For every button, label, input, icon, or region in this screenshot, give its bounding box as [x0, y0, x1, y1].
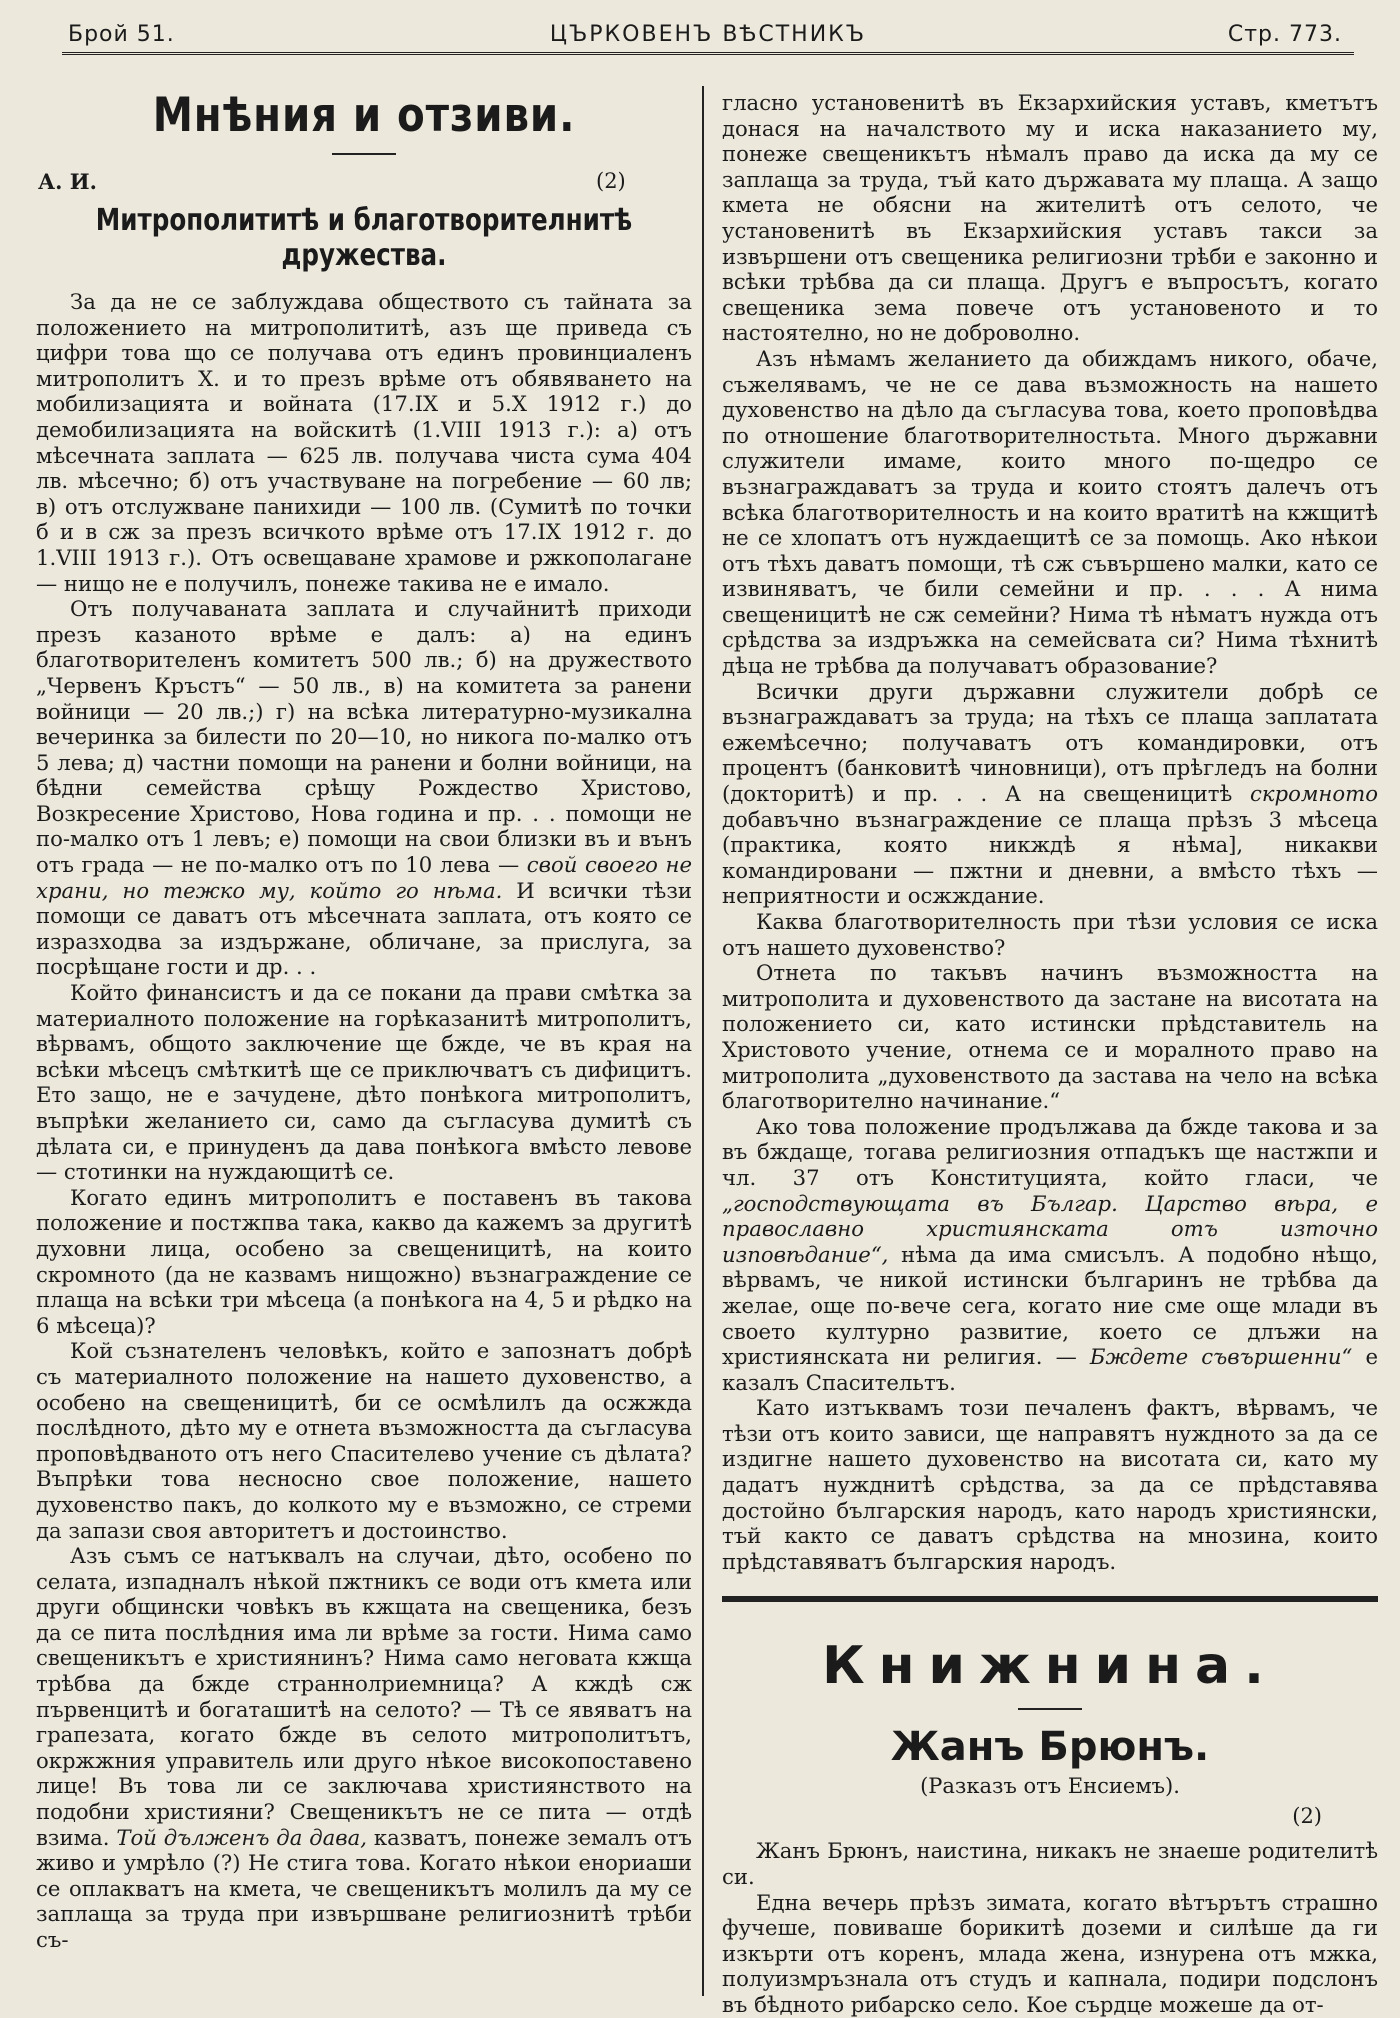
article-paragraph: За да не се заблуждава обществото съ тайната за положението на митрополититѣ, азъ ще приведа съ цифри това що се получава отъ единъ провинциаленъ митрополитъ Х. и то презъ врѣме отъ обявяването на мобилизацията и войната (17.IX и 5.X 1912 г.) до демобилизацията на войскитѣ (1.VIII 1913 г.): а) отъ мѣсечната заплата — 625 лв. получава чиста сума 404 лв. мѣсечно; б) отъ участвуване на погребение — 60 лв; в) отъ отслужване панихиди — 100 лв. (Сумитѣ по точки б и в сж за презъ всичкото врѣме отъ 17.IX 1912 г. до 1.VIII 1913 г.). Отъ освещаване храмове и ржкополагане — нищо не е получилъ, понеже такива не е имало.: [36, 289, 692, 596]
article-paragraph: Азъ нѣмамъ желанието да обиждамъ никого, обаче, съжелявамъ, че не се дава възможность на нашето духовенство на дѣло да съгласува това, което проповѣдва по отношение благотворителностьта. Много държавни служители имаме, които много по-щедро се възнаграждаватъ за труда и които стоятъ далечъ отъ всѣка благотворителность и на които вратитѣ на кжщитѣ не се хлопатъ отъ нуждаещитѣ се за помощь. Ако нѣкои отъ тѣхъ даватъ помощи, тѣ сж съвършено малки, като се извиняватъ, че били семейни и пр. . . . А нима свещеницитѣ не сж семейни? Нима тѣ нѣматъ нужда отъ срѣдства за издръжка на семейсвата си? Нима тѣхнитѣ дѣца не трѣбва да получаватъ образование?: [722, 345, 1378, 679]
article-paragraph: Който финансистъ и да се покани да прави смѣтка за материалното положение на горѣказанитѣ митрополитъ, вѣрвамъ, общото заключение ще бжде, че въ края на всѣки мѣсецъ смѣткитѣ ще се приключватъ съ дифицитъ. Ето защо, не е зачудене, дѣто понѣкога митрополитъ, въпрѣки желанието си, само да съгласува думитѣ съ дѣлата си, е принуденъ да дава понѣкога вмѣсто левове — стотинки на нуждающитѣ се.: [36, 980, 692, 1185]
article-author: А. И.: [38, 169, 97, 194]
page-number: Стр. 773.: [1227, 22, 1342, 47]
column-divider: [702, 86, 704, 1996]
article-title: Митрополититѣ и благотворителнитѣ дружества.: [95, 203, 633, 273]
story-paragraph: Жанъ Брюнъ, наистина, никакъ не знаеше родителитѣ си.: [722, 1838, 1378, 1890]
story-paragraph: Една вечерь прѣзъ зимата, когато вѣтърътъ страшно фучеше, повиваше борикитѣ доземи и силѣше да ги изкърти отъ коренъ, млада жена, изнурена отъ мжка, полуизмръзнала отъ студъ и капнала, подири подслонъ въ бѣдното рибарско село. Кое сърдце можеше да от-: [722, 1889, 1378, 2017]
books-title-rule: [1018, 1708, 1082, 1710]
article-paragraph: Като изтъквамъ този печаленъ фактъ, вѣрвамъ, че тѣзи отъ които зависи, ще направятъ нуждното за да се издигне нашето духовенство на висотата си, като му дадатъ нужднитѣ срѣдства, за да се прѣдставява достойно българския народъ, като народъ християнски, тъй както се даватъ срѣдства на мнозина, които прѣдставяватъ българския народъ.: [722, 1395, 1378, 1574]
italic-saying: свой своего не храни, но тежко му, който го нѣма.: [36, 852, 692, 903]
article-paragraph: Каква благотворителность при тѣзи условия се иска отъ нашето духовенство?: [722, 909, 1378, 960]
article-paragraph: Ако това положение продължава да бжде такова и за въ бждаще, тогава религиозния отпадъкъ ще настжпи и чл. 37 отъ Конституцията, който гласи, че „господствующата въ Българ. Царство вѣра, е православно християнската отъ източно изповѣдание“, нѣма да има смисълъ. А подобно нѣщо, вѣрвамъ, че никой истински българинъ не трѣбва да желае, още по-вече сега, когато ние сме още млади въ своето културно развитие, което се длъжи на християнската ни религия. — Бждете съвършенни“ е казалъ Спасительтъ.: [722, 1113, 1378, 1395]
books-section-title: Книжнина.: [822, 1636, 1278, 1697]
byline: [36, 169, 692, 199]
article-paragraph: Отнета по такъвъ начинъ възможността на митрополита и духовенството да застане на висотата на положението си, като истински прѣдставитель на Христовото учение, отнема се и моралното право на митрополита „духовенството да застава на чело на всѣка благотворително начинание.“: [722, 960, 1378, 1114]
article-paragraph: Кой съзнателенъ человѣкъ, който е запознатъ добрѣ съ материалното положение на нашето духовенство, а особено на свещеницитѣ, би се осмѣлилъ да осжжда послѣдното, дѣто му е отнета възможността да съгласува проповѣдваното отъ него Спасителево учение съ дѣлата? Въпрѣки това несносно свое положение, нашето духовенство пакъ, до колкото му е възможно, се стреми да запази своя авторитетъ и достоинство.: [36, 1338, 692, 1543]
section-title: Мнѣния и отзиви.: [152, 88, 576, 143]
right-column: [722, 90, 1378, 2018]
title-rule: [332, 153, 396, 155]
newspaper-title: ЦЪРКОВЕНЪ ВѢСТНИКЪ: [549, 22, 867, 47]
article-paragraph: Всички други държавни служители добрѣ се възнаграждаватъ за труда; на тѣхъ се плаща заплатата ежемѣсечно; получаватъ отъ командировки, отъ процентъ (банковитѣ чиновници), отъ прѣгледъ на болни (докторитѣ) и пр. . . А на свещеницитѣ скромното добавъчно възнаграждение се плаща прѣзъ 3 мѣсеца (практика, която никждѣ я нѣма], никакви командировани — пжтни и дневни, а вмѣсто тѣхъ — неприятности и осжждание.: [722, 678, 1378, 909]
story-subtitle: (Разказъ отъ Енсиемъ).: [920, 1774, 1180, 1799]
story-part: (2): [1292, 1804, 1322, 1829]
article-paragraph: Когато единъ митрополитъ е поставенъ въ такова положение и постжпва така, какво да кажемъ за другитѣ духовни лица, особено за свещеницитѣ, на които скромното (да не казвамъ нищожно) възнаграждение се плаща на всѣки три мѣсеца (а понѣкога на 4, 5 и рѣдко на 6 мѣсеца)?: [36, 1184, 692, 1338]
page-header: [62, 18, 1354, 55]
article-paragraph: Азъ съмъ се натъквалъ на случаи, дѣто, особено по селата, изпадналъ нѣкой пжтникъ се води отъ кмета или други общински човѣкъ въ кжщата на свещеника, безъ да се пита послѣдния има ли врѣме за гости. Нима само свещеникътъ е християнинъ? Нима само неговата кжща трѣбва да бжде страннолриемница? А кждѣ сж първенцитѣ и богаташитѣ на селото? — Тѣ се явяватъ на грапезата, когато бжде въ селото митрополитътъ, окржжния управитель или друго нѣкое високопоставено лице! Въ това ли се заключава християнството на подобни християни? Свещеникътъ не се пита — отдѣ взима. Той дълженъ да дава, казватъ, понеже земалъ отъ живо и умрѣло (?) Не стига това. Когато нѣкои енориаши се оплакватъ на кмета, че свещеникътъ молилъ да му се заплаща за труда при извършване религиознитѣ трѣби съ-: [36, 1543, 692, 1952]
article-part: (2): [596, 169, 626, 193]
section-separator: [722, 1596, 1378, 1602]
issue-number: Брой 51.: [68, 22, 175, 47]
story-title: Жанъ Брюнъ.: [890, 1724, 1210, 1771]
article-paragraph: гласно установенитѣ въ Екзархийския уставъ, кметътъ донася на началството му и иска наказанието му, понеже свещеникътъ нѣмалъ право да иска да му се заплаща за труда, тъй като държавата му плаща. А защо кмета не обясни на жителитѣ отъ селото, че установенитѣ въ Екзархийския уставъ такси за извършени отъ свещеника религиозни трѣби е законно и всѣки трѣбва да си плаща. Другъ е въпросътъ, когато свещеника зема повече отъ установеното и то настоятелно, но не доброволно.: [722, 90, 1378, 346]
italic-phrase: Той дълженъ да дава,: [116, 1824, 367, 1850]
article-paragraph: Отъ получаваната заплата и случайнитѣ приходи презъ казаното врѣме е далъ: а) на единъ благотворителенъ комитетъ 500 лв.; б) на дружеството „Червенъ Кръстъ“ — 50 лв., в) на комитета за ранени войници — 20 лв.;) г) на всѣка литературно-музикална вечеринка за билести по 20—10, но никога по-малко отъ 5 лева; д) частни помощи на ранени и болни войници, на бѣдни семейства срѣщу Рождество Христово, Возкресение Христово, Нова година и пр. . . помощи не по-малко отъ 1 левъ; е) помощи на свои близки въ и вънъ отъ града — не по-малко отъ по 10 лева — свой своего не храни, но тежко му, който го нѣма. И всички тѣзи помощи се даватъ отъ мѣсечната заплата, отъ която се изразходва за издържане, обличане, за прислуга, за посрѣщане гости и др. . .: [36, 596, 692, 980]
left-column: [36, 82, 692, 1953]
